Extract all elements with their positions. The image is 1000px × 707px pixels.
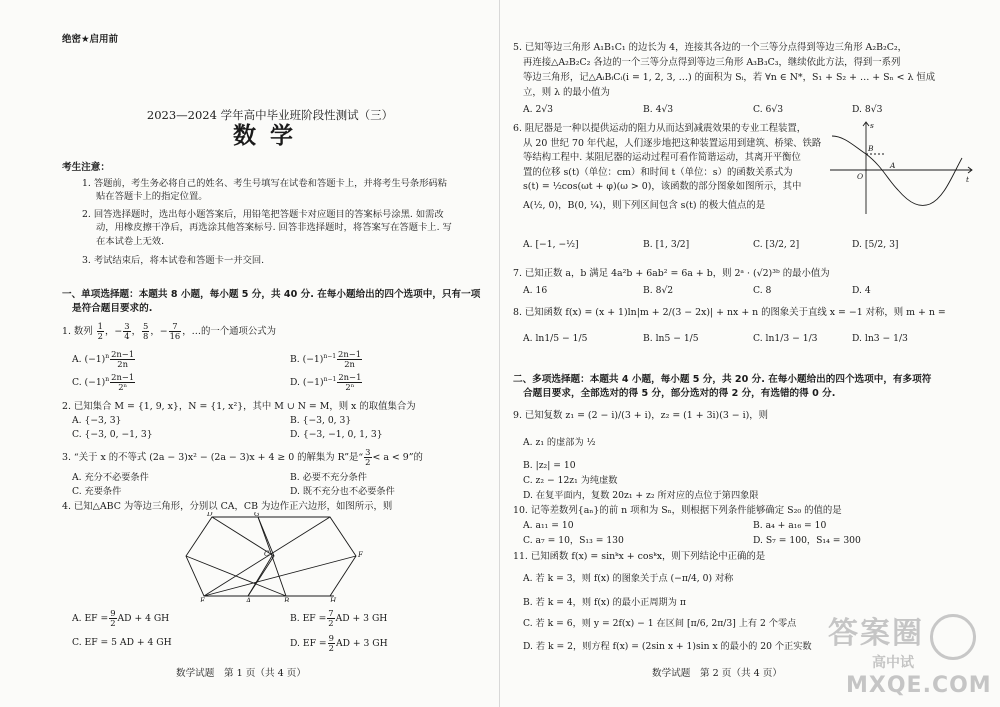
question-2: 2. 已知集合 M = {1, 9, x}，N = {1, x²}，其中 M ∪ N = M，则 x 的取值集合为 (62, 401, 416, 412)
notice-item-2: 2. 回答选择题时，选出每小题答案后，用铅笔把答题卡对应题目的答案标号涂黑. 如需改 动，用橡皮擦干净后，再选涂其他答案标号. 回答非选择题时，将答案写在答题卡上. 写 在本试卷上无效. (82, 209, 452, 247)
svg-text:H: H (330, 597, 337, 602)
q1-option-c[interactable]: C. $(-1)^n$ $\frac{2n-1}{\text{2ⁿ}}$ (72, 372, 135, 392)
q1-option-b[interactable]: B. $(-1)^{n-1}$ $\frac{2n-1}{2n}$ (290, 349, 362, 369)
q2-option-a[interactable]: A. {−3, 3} (72, 415, 122, 426)
q2-option-d[interactable]: D. {−3, −1, 0, 1, 3} (290, 429, 383, 440)
q2-option-c[interactable]: C. {−3, 0, −1, 3} (72, 429, 153, 440)
q11-option-c[interactable]: C. 若 k = 6，则 y = 2f(x) − 1 在区间 [π/6, 2π/3] 上有 2 个零点 (523, 618, 797, 629)
site-watermark (812, 608, 994, 704)
q6-option-b[interactable]: B. [1, 3/2] (643, 239, 690, 250)
question-4: 4. 已知△ABC 为等边三角形，分别以 CA，CB 为边作正六边形，如图所示，则 (62, 501, 393, 512)
svg-text:A: A (246, 597, 252, 602)
svg-text:t: t (966, 175, 970, 184)
q3-option-d[interactable]: D. 既不充分也不必要条件 (290, 486, 395, 497)
q10-option-b[interactable]: B. a₄ + a₁₆ = 10 (753, 520, 827, 531)
q11-option-b[interactable]: B. 若 k = 4，则 f(x) 的最小正周期为 π (523, 597, 686, 608)
q5-option-a[interactable]: A. 2√3 (523, 104, 554, 115)
q9-option-d[interactable]: D. 在复平面内，复数 20z₁ + z₂ 所对应的点位于第四象限 (523, 490, 759, 501)
q5-option-c[interactable]: C. 6√3 (753, 104, 784, 115)
q10-option-d[interactable]: D. S₇ = 100，S₁₄ = 300 (753, 535, 861, 546)
hexagon-figure (180, 512, 380, 602)
svg-text:A: A (890, 161, 896, 170)
question-9: 9. 已知复数 z₁ = (2 − i)/(3 + i)，z₂ = (1 + 3i)(3 − i)，则 (513, 410, 769, 421)
q3-option-a[interactable]: A. 充分不必要条件 (72, 472, 149, 483)
q5-option-d[interactable]: D. 8√3 (852, 104, 883, 115)
q8-option-a[interactable]: A. ln1/5 − 1/5 (523, 333, 588, 344)
question-10: 10. 记等差数列{aₙ}的前 n 项和为 Sₙ，则根据下列条件能够确定 S₂₀ 的值的是 (513, 505, 842, 516)
svg-text:s: s (870, 121, 874, 130)
svg-text:D: D (207, 512, 213, 518)
q5-option-b[interactable]: B. 4√3 (643, 104, 674, 115)
question-5: 5. 已知等边三角形 A₁B₁C₁ 的边长为 4，连接其各边的一个三等分点得到等边三角形 A₂B₂C₂， 再连接△A₂B₂C₂ 各边的一个三等分点得到等边三角形 A₃B₃C₃，继续依此方法，得到一系列 等边三角形，记△AᵢBᵢCᵢ(i = 1, 2, 3, …) 的面积为 Sᵢ，若 ∀n ∈ N*，S₁ + S₂ + … + Sₙ < λ 恒成 立，则 λ 的最小值为 (513, 42, 936, 99)
q6-option-d[interactable]: D. [5/2, 3] (852, 239, 899, 250)
question-3: 3. “关于 x 的不等式 (2a − 3)x² − (2a − 3)x + 4 ≥ 0 的解集为 R”是“ $\frac{3}{2}$ < a < 9”的 (62, 447, 423, 467)
section-1-heading: 一、单项选择题：本题共 8 小题，每小题 5 分，共 40 分. 在每小题给出的四个选项中，只有一项 是符合题目要求的. (62, 289, 481, 314)
subject-title: 数学 (233, 123, 307, 149)
svg-text:B: B (284, 597, 290, 602)
question-6: 6. 阻尼器是一种以提供运动的阻力从而达到减震效果的专业工程装置， 从 20 世纪 70 年代起，人们逐步地把这种装置运用到建筑、桥梁、铁路 等结构工程中. 某阻尼器的运动过程可看作简谐运动，其离开平衡位 置的位移 s(t)（单位：cm）和时间 t（单位：s）的函数关系式为 s(t) = ½cos(ωt + φ)(ω > 0)，该函数的部分图象如图所示，其中 A(½, 0)，B(0, ¼)，则下列区间包含 s(t) 的极大值点的是 (513, 123, 822, 211)
watermark-url: MXQE.COM (846, 673, 992, 698)
exam-year-title: 2023—2024 学年高中毕业班阶段性测试（三） (146, 108, 394, 122)
question-1: 1. 数列 $\frac{1}{2}$ ，− $\frac{3}{4}$ ， $\frac{5}{8}$ ，− $\frac{7}{16}$ ，…的一个通项公式为 (62, 321, 276, 341)
notice-heading: 考生注意： (62, 162, 110, 173)
q4-option-a[interactable]: A. EF = $\frac{9}{2}$ AD + 4 GH (72, 608, 170, 628)
cosine-curve (832, 136, 962, 205)
q8-option-b[interactable]: B. ln5 − 1/5 (643, 333, 699, 344)
question-8: 8. 已知函数 f(x) = (x + 1)ln|m + 2/(3 − 2x)| + nx + n 的图象关于直线 x = −1 对称，则 m + n = (513, 307, 946, 318)
secret-label: 绝密★启用前 (62, 34, 119, 45)
watermark-ring (930, 614, 976, 660)
q7-option-c[interactable]: C. 8 (753, 285, 772, 296)
svg-text:O: O (857, 172, 864, 181)
svg-text:C: C (264, 550, 270, 558)
svg-text:E: E (200, 597, 206, 602)
notice-item-3: 3. 考试结束后，将本试卷和答题卡一并交回. (82, 255, 265, 266)
svg-text:B: B (868, 144, 874, 153)
q7-option-a[interactable]: A. 16 (523, 285, 548, 296)
hexagon-right (258, 517, 356, 596)
watermark-sub: 高中试 (872, 655, 914, 671)
section-2-heading: 二、多项选择题：本题共 4 小题，每小题 5 分，共 20 分. 在每小题给出的四个选项中，有多项符 合题目要求，全部选对的得 5 分，部分选对的得 2 分，有选错的得 0 分. (513, 374, 932, 399)
q11-option-a[interactable]: A. 若 k = 3，则 f(x) 的图象关于点 (−π/4, 0) 对称 (523, 573, 734, 584)
q8-option-d[interactable]: D. ln3 − 1/3 (852, 333, 908, 344)
q9-option-a[interactable]: A. z₁ 的虚部为 ½ (523, 437, 596, 448)
question-11: 11. 已知函数 f(x) = sinᵏx + cosᵏx，则下列结论中正确的是 (513, 551, 766, 562)
exam-page-2 (500, 0, 1000, 707)
svg-text:G: G (254, 512, 260, 518)
q10-option-a[interactable]: A. a₁₁ = 10 (523, 520, 574, 531)
q1-option-a[interactable]: A. $(-1)^n$ $\frac{2n-1}{2n}$ (72, 349, 135, 369)
page-2-footer: 数学试题 第 2 页（共 4 页） (652, 668, 782, 679)
q4-option-c[interactable]: C. EF = 5 AD + 4 GH (72, 637, 172, 648)
q9-option-c[interactable]: C. z₂ − 12z₁ 为纯虚数 (523, 475, 618, 486)
svg-text:F: F (358, 551, 363, 559)
q9-option-b[interactable]: B. |z₂| = 10 (523, 460, 576, 471)
q4-option-b[interactable]: B. EF = $\frac{7}{2}$ AD + 3 GH (290, 608, 388, 628)
q8-option-c[interactable]: C. ln1/3 − 1/3 (753, 333, 818, 344)
q6-option-c[interactable]: C. [3/2, 2] (753, 239, 800, 250)
q3-option-b[interactable]: B. 必要不充分条件 (290, 472, 367, 483)
q6-option-a[interactable]: A. [−1, −½] (523, 239, 579, 250)
q4-option-d[interactable]: D. EF = $\frac{9}{2}$ AD + 3 GH (290, 633, 388, 653)
question-7: 7. 已知正数 a，b 满足 4a²b + 6ab² = 6a + b，则 2ᵃ · (√2)³ᵇ 的最小值为 (513, 268, 830, 279)
q6-cosine-graph (826, 118, 976, 218)
q11-option-d[interactable]: D. 若 k = 2，则方程 f(x) = (2sin x + 1)sin x 的最小的 20 个正实数 (523, 641, 812, 652)
notice-item-1: 1. 答题前，考生务必将自己的姓名、考生号填写在试卷和答题卡上，并将考生号条形码粘 贴在答题卡上的指定位置。 (82, 178, 448, 203)
q2-option-b[interactable]: B. {−3, 0, 3} (290, 415, 352, 426)
q7-option-d[interactable]: D. 4 (852, 285, 871, 296)
page-1-footer: 数学试题 第 1 页（共 4 页） (176, 668, 306, 679)
q7-option-b[interactable]: B. 8√2 (643, 285, 674, 296)
q10-option-c[interactable]: C. a₇ = 10，S₁₃ = 130 (523, 535, 624, 546)
watermark-main: 答案圈 (828, 616, 924, 651)
q1-option-d[interactable]: D. $(-1)^{n-1}$ $\frac{2n-1}{\text{2ⁿ}}$ (290, 372, 362, 392)
q3-option-c[interactable]: C. 充要条件 (72, 486, 122, 497)
